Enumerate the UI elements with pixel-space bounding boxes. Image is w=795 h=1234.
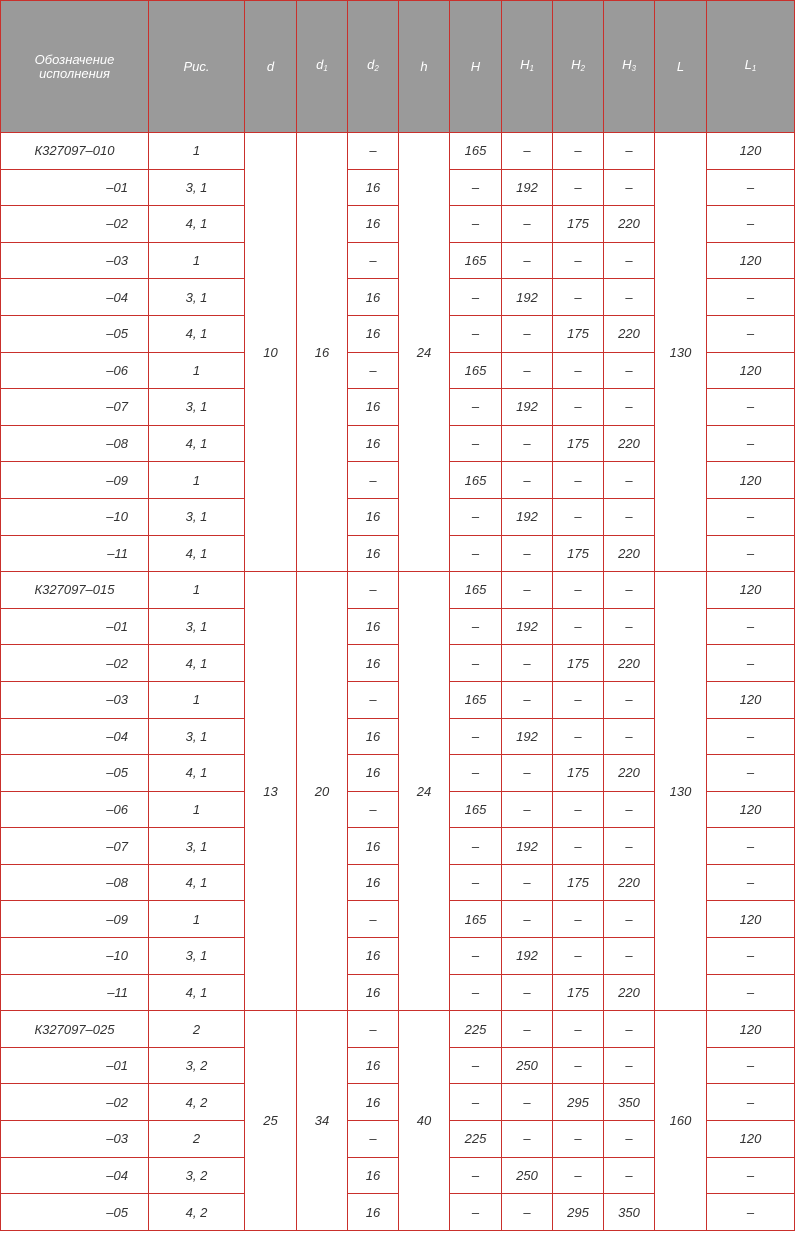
cell-H1: –: [502, 901, 553, 938]
cell-fig: 4, 1: [149, 864, 245, 901]
cell-H3: 220: [604, 206, 655, 243]
cell-L1: –: [707, 1194, 795, 1231]
cell-H1: –: [502, 755, 553, 792]
cell-d2: –: [348, 352, 399, 389]
cell-d: 13: [245, 572, 297, 1011]
cell-designation: –10: [1, 938, 149, 975]
cell-d2: –: [348, 1121, 399, 1158]
cell-fig: 3, 2: [149, 1047, 245, 1084]
cell-H2: –: [553, 1121, 604, 1158]
cell-H: –: [450, 1047, 502, 1084]
cell-fig: 3, 2: [149, 1157, 245, 1194]
cell-designation: –04: [1, 279, 149, 316]
cell-H2: –: [553, 169, 604, 206]
cell-L1: 120: [707, 462, 795, 499]
cell-H2: –: [553, 462, 604, 499]
cell-designation: –09: [1, 462, 149, 499]
cell-d2: 16: [348, 828, 399, 865]
cell-d2: 16: [348, 315, 399, 352]
cell-designation: –04: [1, 718, 149, 755]
header-H1-main: H: [520, 56, 530, 72]
cell-H3: –: [604, 279, 655, 316]
cell-H3: –: [604, 352, 655, 389]
cell-H1: –: [502, 1011, 553, 1048]
header-H2-sub: 2: [580, 63, 585, 73]
cell-H2: –: [553, 938, 604, 975]
cell-H3: –: [604, 498, 655, 535]
header-L1-main: L: [744, 56, 752, 72]
cell-H3: 220: [604, 535, 655, 572]
cell-H2: –: [553, 608, 604, 645]
cell-L1: 120: [707, 681, 795, 718]
cell-d2: 16: [348, 608, 399, 645]
cell-H1: –: [502, 1084, 553, 1121]
cell-H: –: [450, 535, 502, 572]
cell-H2: 175: [553, 645, 604, 682]
cell-H: 165: [450, 462, 502, 499]
cell-fig: 3, 1: [149, 828, 245, 865]
cell-H3: –: [604, 169, 655, 206]
cell-designation: –04: [1, 1157, 149, 1194]
cell-L1: –: [707, 1157, 795, 1194]
cell-H3: –: [604, 828, 655, 865]
cell-fig: 2: [149, 1121, 245, 1158]
cell-designation: –05: [1, 1194, 149, 1231]
cell-H3: 350: [604, 1084, 655, 1121]
cell-fig: 4, 1: [149, 206, 245, 243]
header-H3: [604, 1, 655, 133]
cell-d2: –: [348, 1011, 399, 1048]
cell-H1: 250: [502, 1157, 553, 1194]
cell-H2: 175: [553, 535, 604, 572]
cell-L1: –: [707, 389, 795, 426]
cell-designation: –11: [1, 535, 149, 572]
cell-fig: 2: [149, 1011, 245, 1048]
cell-designation: –02: [1, 645, 149, 682]
cell-fig: 3, 1: [149, 498, 245, 535]
cell-H2: –: [553, 1157, 604, 1194]
cell-fig: 1: [149, 242, 245, 279]
cell-H2: –: [553, 1011, 604, 1048]
cell-H2: –: [553, 791, 604, 828]
cell-H2: –: [553, 572, 604, 609]
cell-d2: 16: [348, 206, 399, 243]
cell-fig: 3, 1: [149, 169, 245, 206]
cell-H: –: [450, 1084, 502, 1121]
cell-fig: 1: [149, 462, 245, 499]
cell-d2: –: [348, 242, 399, 279]
cell-h: 24: [399, 572, 450, 1011]
cell-d2: –: [348, 791, 399, 828]
cell-H: –: [450, 1157, 502, 1194]
cell-H: –: [450, 315, 502, 352]
cell-H3: 220: [604, 755, 655, 792]
header-d2: [348, 1, 399, 133]
header-row: [1, 1, 795, 133]
cell-d2: –: [348, 133, 399, 170]
cell-designation: –05: [1, 755, 149, 792]
cell-H: –: [450, 718, 502, 755]
cell-fig: 3, 1: [149, 389, 245, 426]
cell-H2: 175: [553, 864, 604, 901]
cell-H: 225: [450, 1121, 502, 1158]
cell-L1: –: [707, 828, 795, 865]
cell-H2: 175: [553, 315, 604, 352]
cell-H2: 175: [553, 425, 604, 462]
cell-L1: –: [707, 938, 795, 975]
cell-designation: –09: [1, 901, 149, 938]
cell-d2: 16: [348, 498, 399, 535]
cell-H1: –: [502, 864, 553, 901]
cell-d1: 20: [297, 572, 348, 1011]
cell-H: 165: [450, 242, 502, 279]
cell-H1: 250: [502, 1047, 553, 1084]
cell-H1: –: [502, 462, 553, 499]
cell-fig: 1: [149, 572, 245, 609]
cell-fig: 4, 1: [149, 755, 245, 792]
cell-H2: –: [553, 133, 604, 170]
table-row: [1, 572, 795, 609]
cell-H1: 192: [502, 608, 553, 645]
cell-H3: –: [604, 718, 655, 755]
cell-H1: –: [502, 425, 553, 462]
cell-H1: –: [502, 645, 553, 682]
cell-H: –: [450, 498, 502, 535]
cell-H3: –: [604, 242, 655, 279]
cell-H3: –: [604, 1121, 655, 1158]
cell-H3: –: [604, 681, 655, 718]
cell-designation: –03: [1, 681, 149, 718]
header-H2-main: H: [571, 56, 581, 72]
cell-d2: –: [348, 462, 399, 499]
cell-H: –: [450, 938, 502, 975]
cell-L1: –: [707, 535, 795, 572]
cell-d2: 16: [348, 974, 399, 1011]
cell-designation: –02: [1, 206, 149, 243]
cell-H2: –: [553, 1047, 604, 1084]
cell-H: –: [450, 1194, 502, 1231]
cell-L1: 120: [707, 1011, 795, 1048]
cell-L1: 120: [707, 133, 795, 170]
cell-H1: –: [502, 681, 553, 718]
cell-H2: 175: [553, 206, 604, 243]
cell-H2: –: [553, 718, 604, 755]
cell-H: –: [450, 974, 502, 1011]
cell-L1: 120: [707, 572, 795, 609]
cell-H: –: [450, 828, 502, 865]
cell-H3: –: [604, 608, 655, 645]
cell-H2: 175: [553, 755, 604, 792]
cell-designation: –01: [1, 1047, 149, 1084]
cell-h: 40: [399, 1011, 450, 1231]
cell-H1: 192: [502, 498, 553, 535]
cell-L1: 120: [707, 901, 795, 938]
cell-L1: –: [707, 498, 795, 535]
cell-H3: –: [604, 572, 655, 609]
table-row: [1, 133, 795, 170]
cell-designation: –02: [1, 1084, 149, 1121]
cell-H3: 220: [604, 974, 655, 1011]
cell-H2: 175: [553, 974, 604, 1011]
cell-H3: 220: [604, 315, 655, 352]
cell-H2: –: [553, 279, 604, 316]
cell-designation: К327097–010: [1, 133, 149, 170]
cell-H3: –: [604, 462, 655, 499]
header-H3-main: H: [622, 56, 632, 72]
cell-d2: 16: [348, 1194, 399, 1231]
cell-L1: –: [707, 974, 795, 1011]
cell-H1: –: [502, 352, 553, 389]
cell-H1: –: [502, 535, 553, 572]
header-fig: Рис.: [149, 1, 245, 133]
cell-H2: –: [553, 901, 604, 938]
cell-fig: 4, 2: [149, 1084, 245, 1121]
cell-fig: 4, 1: [149, 535, 245, 572]
cell-d: 25: [245, 1011, 297, 1231]
cell-L1: 120: [707, 352, 795, 389]
cell-designation: –06: [1, 352, 149, 389]
cell-H2: 295: [553, 1084, 604, 1121]
cell-h: 24: [399, 133, 450, 572]
header-d1-sub: 1: [323, 63, 328, 73]
cell-L1: 120: [707, 791, 795, 828]
cell-H3: –: [604, 1011, 655, 1048]
cell-L1: –: [707, 645, 795, 682]
cell-fig: 4, 1: [149, 645, 245, 682]
cell-H3: –: [604, 389, 655, 426]
cell-d1: 16: [297, 133, 348, 572]
cell-H: 165: [450, 133, 502, 170]
cell-L1: –: [707, 1047, 795, 1084]
cell-H1: 192: [502, 279, 553, 316]
cell-L1: –: [707, 279, 795, 316]
cell-H2: –: [553, 828, 604, 865]
cell-L1: –: [707, 755, 795, 792]
cell-L1: –: [707, 864, 795, 901]
cell-H1: 192: [502, 718, 553, 755]
cell-H3: –: [604, 133, 655, 170]
cell-H: –: [450, 389, 502, 426]
cell-d2: 16: [348, 425, 399, 462]
header-H: H: [450, 1, 502, 133]
cell-d2: 16: [348, 864, 399, 901]
cell-fig: 1: [149, 352, 245, 389]
table-body: [1, 133, 795, 1231]
cell-H3: –: [604, 1157, 655, 1194]
cell-fig: 3, 1: [149, 938, 245, 975]
cell-H: –: [450, 206, 502, 243]
cell-d2: –: [348, 572, 399, 609]
cell-designation: –10: [1, 498, 149, 535]
cell-d2: 16: [348, 938, 399, 975]
cell-H: 165: [450, 572, 502, 609]
cell-fig: 1: [149, 681, 245, 718]
cell-fig: 4, 1: [149, 315, 245, 352]
cell-H1: 192: [502, 828, 553, 865]
cell-H2: –: [553, 681, 604, 718]
cell-H2: –: [553, 352, 604, 389]
header-H3-sub: 3: [631, 63, 636, 73]
cell-fig: 3, 1: [149, 279, 245, 316]
cell-L1: –: [707, 1084, 795, 1121]
cell-d2: 16: [348, 169, 399, 206]
cell-d2: 16: [348, 1157, 399, 1194]
header-d: d: [245, 1, 297, 133]
cell-H: –: [450, 425, 502, 462]
cell-H1: –: [502, 242, 553, 279]
cell-designation: –05: [1, 315, 149, 352]
cell-H1: –: [502, 1194, 553, 1231]
cell-H3: –: [604, 1047, 655, 1084]
cell-H1: 192: [502, 169, 553, 206]
cell-designation: –08: [1, 425, 149, 462]
cell-d2: –: [348, 901, 399, 938]
cell-H2: –: [553, 242, 604, 279]
cell-H: –: [450, 755, 502, 792]
header-d1: [297, 1, 348, 133]
cell-H3: 220: [604, 645, 655, 682]
cell-H: –: [450, 645, 502, 682]
cell-L: 130: [655, 572, 707, 1011]
cell-fig: 4, 1: [149, 974, 245, 1011]
cell-d2: 16: [348, 279, 399, 316]
cell-d2: 16: [348, 535, 399, 572]
cell-designation: –03: [1, 242, 149, 279]
cell-H1: –: [502, 315, 553, 352]
header-designation: [1, 1, 149, 133]
cell-H3: –: [604, 791, 655, 828]
cell-H: 165: [450, 901, 502, 938]
cell-H2: 295: [553, 1194, 604, 1231]
cell-H: 165: [450, 681, 502, 718]
cell-fig: 4, 2: [149, 1194, 245, 1231]
cell-d2: 16: [348, 1084, 399, 1121]
cell-H1: –: [502, 1121, 553, 1158]
cell-H2: –: [553, 389, 604, 426]
cell-H3: 220: [604, 425, 655, 462]
cell-H: –: [450, 864, 502, 901]
cell-designation: –01: [1, 169, 149, 206]
header-designation-line1: Обозначение: [34, 51, 115, 67]
cell-d: 10: [245, 133, 297, 572]
header-designation-line2: исполнения: [39, 65, 110, 81]
cell-H1: 192: [502, 938, 553, 975]
cell-H: 165: [450, 791, 502, 828]
cell-d1: 34: [297, 1011, 348, 1231]
header-L1-sub: 1: [751, 63, 757, 73]
cell-d2: 16: [348, 718, 399, 755]
cell-L1: –: [707, 608, 795, 645]
cell-H1: –: [502, 206, 553, 243]
cell-H: –: [450, 608, 502, 645]
cell-L1: –: [707, 206, 795, 243]
cell-H3: –: [604, 901, 655, 938]
cell-H1: 192: [502, 389, 553, 426]
cell-d2: 16: [348, 389, 399, 426]
cell-H1: –: [502, 133, 553, 170]
header-H1-sub: 1: [529, 63, 534, 73]
cell-H: –: [450, 279, 502, 316]
cell-H1: –: [502, 791, 553, 828]
cell-designation: –07: [1, 389, 149, 426]
cell-fig: 1: [149, 133, 245, 170]
cell-L: 160: [655, 1011, 707, 1231]
cell-fig: 3, 1: [149, 718, 245, 755]
cell-H: –: [450, 169, 502, 206]
cell-L1: –: [707, 718, 795, 755]
cell-H1: –: [502, 974, 553, 1011]
cell-designation: К327097–015: [1, 572, 149, 609]
cell-fig: 1: [149, 791, 245, 828]
cell-L1: 120: [707, 1121, 795, 1158]
cell-fig: 4, 1: [149, 425, 245, 462]
header-h: h: [399, 1, 450, 133]
cell-H3: 220: [604, 864, 655, 901]
cell-designation: –01: [1, 608, 149, 645]
header-d2-main: d: [367, 56, 375, 72]
cell-fig: 3, 1: [149, 608, 245, 645]
cell-designation: К327097–025: [1, 1011, 149, 1048]
cell-d2: 16: [348, 755, 399, 792]
header-L1: [707, 1, 795, 133]
cell-L1: –: [707, 315, 795, 352]
cell-d2: 16: [348, 1047, 399, 1084]
cell-H: 165: [450, 352, 502, 389]
cell-fig: 1: [149, 901, 245, 938]
cell-d2: 16: [348, 645, 399, 682]
header-d1-main: d: [316, 56, 324, 72]
cell-designation: –03: [1, 1121, 149, 1158]
cell-designation: –06: [1, 791, 149, 828]
header-H2: [553, 1, 604, 133]
cell-d2: –: [348, 681, 399, 718]
cell-designation: –08: [1, 864, 149, 901]
cell-H3: –: [604, 938, 655, 975]
cell-L: 130: [655, 133, 707, 572]
cell-designation: –11: [1, 974, 149, 1011]
header-d2-sub: 2: [374, 63, 379, 73]
header-L: L: [655, 1, 707, 133]
header-H1: [502, 1, 553, 133]
table-row: [1, 1011, 795, 1048]
cell-H3: 350: [604, 1194, 655, 1231]
cell-H2: –: [553, 498, 604, 535]
cell-designation: –07: [1, 828, 149, 865]
cell-H1: –: [502, 572, 553, 609]
cell-H: 225: [450, 1011, 502, 1048]
cell-L1: –: [707, 169, 795, 206]
cell-L1: 120: [707, 242, 795, 279]
cell-L1: –: [707, 425, 795, 462]
